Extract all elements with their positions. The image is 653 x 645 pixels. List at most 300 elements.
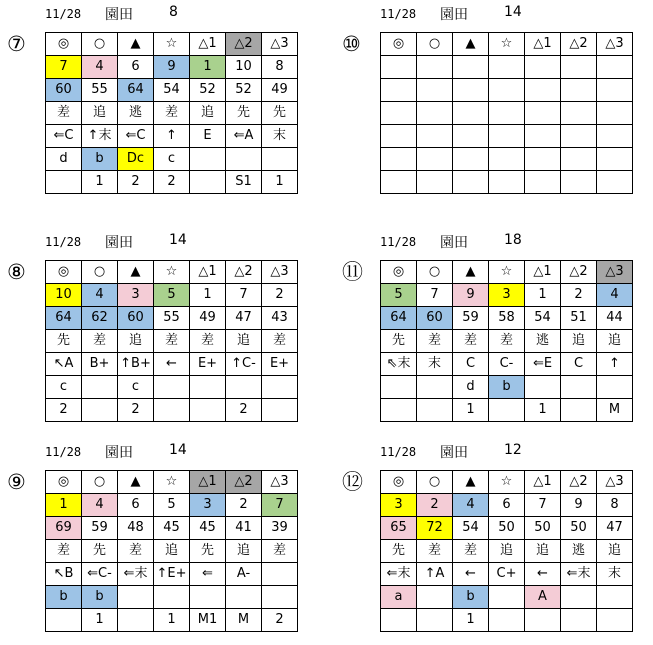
grid-cell[interactable] — [381, 171, 417, 194]
grid-cell[interactable]: B+ — [82, 353, 118, 376]
grid-cell[interactable] — [525, 102, 561, 125]
grid-cell[interactable] — [561, 102, 597, 125]
grid-cell[interactable]: 差 — [262, 330, 298, 353]
grid-cell[interactable] — [489, 102, 525, 125]
grid-cell[interactable]: 4 — [82, 56, 118, 79]
grid-cell[interactable]: 差 — [417, 540, 453, 563]
grid-cell[interactable]: S1 — [226, 171, 262, 194]
grid-cell[interactable] — [226, 586, 262, 609]
grid-cell[interactable]: 先 — [46, 330, 82, 353]
grid-cell[interactable] — [226, 148, 262, 171]
table-row — [46, 494, 298, 517]
grid-cell[interactable]: 2 — [561, 284, 597, 307]
grid-cell[interactable]: 5 — [154, 284, 190, 307]
grid-cell[interactable]: ⇐末 — [118, 563, 154, 586]
grid-cell[interactable] — [381, 79, 417, 102]
grid-cell[interactable]: 逃 — [561, 540, 597, 563]
grid-cell[interactable]: 追 — [154, 540, 190, 563]
grid-cell[interactable] — [489, 148, 525, 171]
mark-header-cell: ○ — [82, 471, 118, 494]
race-number: ⑪ — [342, 260, 363, 284]
grid-cell[interactable]: 50 — [489, 517, 525, 540]
race-block — [7, 442, 298, 632]
grid-cell[interactable]: 逃 — [118, 102, 154, 125]
grid-cell[interactable]: 追 — [82, 102, 118, 125]
grid-cell[interactable] — [525, 148, 561, 171]
grid-cell[interactable] — [154, 399, 190, 422]
grid-cell[interactable] — [453, 171, 489, 194]
grid-cell[interactable]: 59 — [82, 517, 118, 540]
mark-grid — [380, 470, 633, 632]
grid-cell[interactable]: 4 — [82, 494, 118, 517]
mark-header-cell: ☆ — [154, 261, 190, 284]
grid-cell[interactable]: 差 — [82, 330, 118, 353]
grid-cell[interactable] — [417, 148, 453, 171]
grid-cell[interactable]: 1 — [82, 171, 118, 194]
header-row — [46, 261, 298, 284]
grid-cell[interactable]: 先 — [190, 540, 226, 563]
grid-cell[interactable]: 追 — [597, 540, 633, 563]
grid-cell[interactable]: 65 — [381, 517, 417, 540]
grid-cell[interactable]: ⇐A — [226, 125, 262, 148]
grid-cell[interactable]: 3 — [381, 494, 417, 517]
field-size: 14 — [169, 232, 187, 248]
grid-cell[interactable]: ← — [453, 563, 489, 586]
field-size: 14 — [504, 4, 522, 20]
grid-cell[interactable]: 54 — [154, 79, 190, 102]
grid-cell[interactable]: ⇐ — [190, 563, 226, 586]
grid-cell[interactable] — [381, 102, 417, 125]
grid-cell[interactable]: 末 — [417, 353, 453, 376]
mark-header-cell: ○ — [82, 261, 118, 284]
grid-cell[interactable] — [417, 79, 453, 102]
grid-cell[interactable]: 48 — [118, 517, 154, 540]
grid-cell[interactable] — [381, 376, 417, 399]
grid-cell[interactable] — [597, 586, 633, 609]
grid-cell[interactable]: 追 — [226, 540, 262, 563]
mark-header-cell: △3 — [262, 261, 298, 284]
grid-cell[interactable]: 55 — [82, 79, 118, 102]
mark-grid — [380, 260, 633, 422]
grid-cell[interactable]: 54 — [453, 517, 489, 540]
race-venue: 園田 — [440, 7, 468, 23]
grid-cell[interactable]: 1 — [154, 609, 190, 632]
grid-cell[interactable]: 3 — [118, 284, 154, 307]
grid-cell[interactable]: 先 — [381, 330, 417, 353]
grid-cell[interactable] — [489, 399, 525, 422]
grid-cell[interactable] — [489, 56, 525, 79]
grid-cell[interactable] — [190, 586, 226, 609]
grid-cell[interactable] — [561, 586, 597, 609]
race-block — [7, 232, 298, 422]
grid-cell[interactable]: 50 — [525, 517, 561, 540]
mark-header-cell: △2 — [226, 33, 262, 56]
grid-cell[interactable] — [525, 609, 561, 632]
mark-header-cell: ☆ — [489, 261, 525, 284]
mark-header-cell: △1 — [190, 471, 226, 494]
grid-cell[interactable] — [489, 125, 525, 148]
grid-cell[interactable] — [190, 399, 226, 422]
grid-cell[interactable]: E — [190, 125, 226, 148]
grid-cell[interactable]: 2 — [262, 609, 298, 632]
grid-cell[interactable] — [525, 56, 561, 79]
grid-cell[interactable]: M1 — [190, 609, 226, 632]
grid-cell[interactable]: 差 — [154, 102, 190, 125]
grid-cell[interactable]: 9 — [453, 284, 489, 307]
grid-cell[interactable] — [561, 376, 597, 399]
grid-cell[interactable]: 6 — [118, 494, 154, 517]
grid-cell[interactable]: 43 — [262, 307, 298, 330]
grid-cell[interactable]: 41 — [226, 517, 262, 540]
grid-cell[interactable]: 1 — [525, 284, 561, 307]
grid-cell[interactable]: C- — [489, 353, 525, 376]
race-number: ⑨ — [7, 470, 26, 494]
grid-cell[interactable]: ← — [154, 353, 190, 376]
grid-cell[interactable]: 4 — [597, 284, 633, 307]
grid-cell[interactable] — [597, 148, 633, 171]
grid-cell[interactable]: 末 — [597, 563, 633, 586]
grid-cell[interactable] — [525, 171, 561, 194]
grid-cell[interactable] — [453, 79, 489, 102]
grid-cell[interactable]: 10 — [226, 56, 262, 79]
grid-cell[interactable] — [381, 399, 417, 422]
grid-cell[interactable]: 47 — [226, 307, 262, 330]
grid-cell[interactable]: c — [46, 376, 82, 399]
grid-cell[interactable]: 差 — [154, 330, 190, 353]
grid-cell[interactable] — [561, 171, 597, 194]
grid-cell[interactable] — [453, 102, 489, 125]
grid-cell[interactable]: 64 — [46, 307, 82, 330]
grid-cell[interactable] — [381, 148, 417, 171]
grid-cell[interactable] — [525, 79, 561, 102]
grid-cell[interactable]: b — [453, 586, 489, 609]
grid-cell[interactable]: E+ — [190, 353, 226, 376]
grid-cell[interactable]: 追 — [226, 330, 262, 353]
grid-cell[interactable]: ↑B+ — [118, 353, 154, 376]
grid-cell[interactable]: 先 — [82, 540, 118, 563]
grid-cell[interactable] — [597, 125, 633, 148]
grid-cell[interactable]: 51 — [561, 307, 597, 330]
grid-cell[interactable] — [489, 609, 525, 632]
field-size: 8 — [169, 4, 178, 20]
mark-header-cell: ◎ — [46, 471, 82, 494]
grid-cell[interactable]: 60 — [46, 79, 82, 102]
grid-cell[interactable]: 2 — [118, 171, 154, 194]
grid-cell[interactable]: C+ — [489, 563, 525, 586]
grid-cell[interactable]: 差 — [118, 540, 154, 563]
grid-cell[interactable]: ⇐C — [46, 125, 82, 148]
grid-cell[interactable]: 1 — [82, 609, 118, 632]
grid-cell[interactable]: C — [453, 353, 489, 376]
grid-cell[interactable]: 5 — [381, 284, 417, 307]
grid-cell[interactable] — [561, 609, 597, 632]
grid-cell[interactable]: d — [453, 376, 489, 399]
grid-cell[interactable] — [561, 56, 597, 79]
grid-cell[interactable]: 45 — [190, 517, 226, 540]
grid-cell[interactable] — [597, 102, 633, 125]
grid-cell[interactable]: M — [226, 609, 262, 632]
grid-cell[interactable] — [118, 586, 154, 609]
grid-cell[interactable] — [381, 609, 417, 632]
race-number: ⑦ — [7, 32, 26, 56]
grid-cell[interactable]: 差 — [489, 330, 525, 353]
grid-cell[interactable]: 追 — [190, 102, 226, 125]
grid-cell[interactable]: A — [525, 586, 561, 609]
grid-cell[interactable] — [417, 609, 453, 632]
grid-cell[interactable]: c — [154, 148, 190, 171]
grid-cell[interactable] — [489, 171, 525, 194]
grid-cell[interactable] — [525, 376, 561, 399]
grid-cell[interactable]: ↑A — [417, 563, 453, 586]
header-row — [381, 261, 633, 284]
grid-cell[interactable]: 差 — [46, 540, 82, 563]
grid-cell[interactable] — [417, 56, 453, 79]
grid-cell[interactable]: ⇐E — [525, 353, 561, 376]
grid-cell[interactable]: ← — [525, 563, 561, 586]
grid-cell[interactable]: 5 — [154, 494, 190, 517]
grid-cell[interactable]: 先 — [262, 102, 298, 125]
grid-cell[interactable] — [82, 376, 118, 399]
grid-cell[interactable]: ⇖末 — [381, 353, 417, 376]
mark-header-cell: ▲ — [453, 261, 489, 284]
grid-cell[interactable]: ⇐末 — [561, 563, 597, 586]
grid-cell[interactable]: 2 — [154, 171, 190, 194]
grid-cell[interactable]: ↖B — [46, 563, 82, 586]
grid-cell[interactable]: 3 — [489, 284, 525, 307]
race-date: 11/28 — [380, 235, 417, 249]
grid-cell[interactable] — [417, 102, 453, 125]
race-date: 11/28 — [45, 235, 82, 249]
grid-cell[interactable] — [597, 609, 633, 632]
grid-cell[interactable]: a — [381, 586, 417, 609]
grid-cell[interactable]: 1 — [453, 399, 489, 422]
grid-cell[interactable] — [453, 56, 489, 79]
grid-cell[interactable]: 47 — [597, 517, 633, 540]
grid-cell[interactable]: 55 — [154, 307, 190, 330]
grid-cell[interactable] — [597, 79, 633, 102]
field-size: 12 — [504, 442, 522, 458]
grid-cell[interactable]: C — [561, 353, 597, 376]
grid-cell[interactable]: M — [597, 399, 633, 422]
grid-cell[interactable] — [597, 171, 633, 194]
grid-cell[interactable] — [262, 399, 298, 422]
grid-cell[interactable] — [489, 586, 525, 609]
grid-cell[interactable]: 差 — [453, 540, 489, 563]
mark-header-cell: ☆ — [154, 471, 190, 494]
grid-cell[interactable]: 末 — [262, 125, 298, 148]
grid-cell[interactable]: ⇐C — [118, 125, 154, 148]
grid-cell[interactable]: 60 — [118, 307, 154, 330]
grid-cell[interactable] — [118, 609, 154, 632]
grid-cell[interactable] — [417, 125, 453, 148]
grid-cell[interactable] — [381, 125, 417, 148]
grid-cell[interactable]: 差 — [453, 330, 489, 353]
grid-cell[interactable]: A- — [226, 563, 262, 586]
grid-cell[interactable]: 追 — [489, 540, 525, 563]
grid-cell[interactable]: 7 — [525, 494, 561, 517]
grid-cell[interactable] — [561, 125, 597, 148]
grid-cell[interactable]: d — [46, 148, 82, 171]
mark-header-cell: △2 — [561, 33, 597, 56]
grid-cell[interactable]: 1 — [525, 399, 561, 422]
grid-cell[interactable] — [226, 376, 262, 399]
grid-cell[interactable] — [561, 399, 597, 422]
grid-cell[interactable] — [561, 79, 597, 102]
grid-cell[interactable]: 逃 — [525, 330, 561, 353]
table-row — [46, 171, 298, 194]
grid-cell[interactable] — [417, 399, 453, 422]
grid-cell[interactable] — [453, 125, 489, 148]
grid-cell[interactable] — [190, 376, 226, 399]
grid-cell[interactable]: ↖A — [46, 353, 82, 376]
grid-cell[interactable] — [417, 376, 453, 399]
field-size: 14 — [169, 442, 187, 458]
grid-cell[interactable]: 49 — [262, 79, 298, 102]
grid-cell[interactable]: 先 — [226, 102, 262, 125]
grid-cell[interactable] — [262, 148, 298, 171]
race-block — [7, 4, 298, 194]
grid-cell[interactable]: 3 — [190, 494, 226, 517]
grid-cell[interactable]: 7 — [46, 56, 82, 79]
grid-cell[interactable]: 58 — [489, 307, 525, 330]
grid-cell[interactable]: 2 — [262, 284, 298, 307]
grid-cell[interactable]: 2 — [226, 494, 262, 517]
mark-header-cell: △2 — [226, 261, 262, 284]
grid-cell[interactable]: 4 — [82, 284, 118, 307]
grid-cell[interactable]: Dc — [118, 148, 154, 171]
grid-cell[interactable]: b — [82, 586, 118, 609]
grid-cell[interactable] — [262, 586, 298, 609]
grid-cell[interactable]: b — [82, 148, 118, 171]
race-number: ⑫ — [342, 470, 363, 494]
grid-cell[interactable]: ⇐C- — [82, 563, 118, 586]
grid-cell[interactable]: 2 — [226, 399, 262, 422]
grid-cell[interactable]: 9 — [154, 56, 190, 79]
grid-cell[interactable] — [46, 609, 82, 632]
grid-cell[interactable]: 差 — [46, 102, 82, 125]
grid-cell[interactable]: ↑E+ — [154, 563, 190, 586]
grid-cell[interactable]: 差 — [262, 540, 298, 563]
grid-cell[interactable]: 6 — [489, 494, 525, 517]
grid-cell[interactable]: 7 — [417, 284, 453, 307]
table-row — [46, 609, 298, 632]
mark-header-cell: ◎ — [46, 261, 82, 284]
grid-cell[interactable] — [561, 148, 597, 171]
grid-cell[interactable] — [597, 56, 633, 79]
grid-cell[interactable]: 62 — [82, 307, 118, 330]
grid-cell[interactable] — [154, 586, 190, 609]
grid-cell[interactable]: 1 — [453, 609, 489, 632]
grid-cell[interactable]: 39 — [262, 517, 298, 540]
grid-cell[interactable]: 9 — [561, 494, 597, 517]
grid-cell[interactable]: 10 — [46, 284, 82, 307]
grid-cell[interactable] — [190, 171, 226, 194]
grid-cell[interactable]: ⇐末 — [381, 563, 417, 586]
grid-cell[interactable]: 1 — [46, 494, 82, 517]
table-row — [46, 517, 298, 540]
grid-cell[interactable]: 追 — [525, 540, 561, 563]
grid-cell[interactable]: 50 — [561, 517, 597, 540]
grid-cell[interactable]: 2 — [417, 494, 453, 517]
grid-cell[interactable]: 8 — [597, 494, 633, 517]
mark-header-cell: ◎ — [381, 471, 417, 494]
grid-cell[interactable]: ↑C- — [226, 353, 262, 376]
table-row — [46, 125, 298, 148]
grid-cell[interactable]: 52 — [190, 79, 226, 102]
grid-cell[interactable]: 60 — [417, 307, 453, 330]
grid-cell[interactable]: 先 — [381, 540, 417, 563]
grid-cell[interactable] — [489, 79, 525, 102]
grid-cell[interactable]: 追 — [118, 330, 154, 353]
grid-cell[interactable]: 49 — [190, 307, 226, 330]
grid-cell[interactable]: 6 — [118, 56, 154, 79]
grid-cell[interactable] — [417, 171, 453, 194]
grid-cell[interactable]: b — [489, 376, 525, 399]
grid-cell[interactable]: ↑ — [154, 125, 190, 148]
grid-cell[interactable]: ↑末 — [82, 125, 118, 148]
grid-cell[interactable]: 4 — [453, 494, 489, 517]
grid-cell[interactable] — [381, 56, 417, 79]
grid-cell[interactable] — [262, 376, 298, 399]
grid-cell[interactable]: 64 — [118, 79, 154, 102]
grid-cell[interactable]: 69 — [46, 517, 82, 540]
grid-cell[interactable]: 1 — [190, 284, 226, 307]
grid-cell[interactable] — [190, 148, 226, 171]
grid-cell[interactable]: 1 — [190, 56, 226, 79]
grid-cell[interactable] — [46, 171, 82, 194]
grid-cell[interactable]: 7 — [262, 494, 298, 517]
table-row — [46, 148, 298, 171]
grid-cell[interactable] — [417, 586, 453, 609]
grid-cell[interactable]: ↑ — [597, 353, 633, 376]
grid-cell[interactable] — [82, 399, 118, 422]
mark-header-cell: △3 — [262, 33, 298, 56]
grid-cell[interactable]: 45 — [154, 517, 190, 540]
grid-cell[interactable] — [525, 125, 561, 148]
mark-header-cell: ○ — [417, 33, 453, 56]
grid-cell[interactable]: 追 — [561, 330, 597, 353]
grid-cell[interactable]: 差 — [190, 330, 226, 353]
grid-cell[interactable]: 44 — [597, 307, 633, 330]
grid-cell[interactable]: E+ — [262, 353, 298, 376]
grid-cell[interactable]: c — [118, 376, 154, 399]
grid-cell[interactable]: 59 — [453, 307, 489, 330]
grid-cell[interactable]: 72 — [417, 517, 453, 540]
grid-cell[interactable]: 1 — [262, 171, 298, 194]
grid-cell[interactable]: 7 — [226, 284, 262, 307]
grid-cell[interactable] — [453, 148, 489, 171]
mark-grid — [45, 32, 298, 194]
grid-cell[interactable]: 差 — [417, 330, 453, 353]
grid-cell[interactable]: 64 — [381, 307, 417, 330]
grid-cell[interactable]: b — [46, 586, 82, 609]
grid-cell[interactable]: 2 — [118, 399, 154, 422]
table-row — [381, 330, 633, 353]
grid-cell[interactable]: 2 — [46, 399, 82, 422]
grid-cell[interactable]: 8 — [262, 56, 298, 79]
grid-cell[interactable] — [154, 376, 190, 399]
grid-cell[interactable] — [597, 376, 633, 399]
race-block — [342, 4, 633, 194]
grid-cell[interactable] — [262, 563, 298, 586]
mark-grid — [45, 260, 298, 422]
grid-cell[interactable]: 追 — [597, 330, 633, 353]
race-block — [342, 232, 633, 422]
grid-cell[interactable]: 52 — [226, 79, 262, 102]
mark-header-cell: △3 — [597, 261, 633, 284]
race-venue: 園田 — [440, 445, 468, 461]
grid-cell[interactable]: 54 — [525, 307, 561, 330]
